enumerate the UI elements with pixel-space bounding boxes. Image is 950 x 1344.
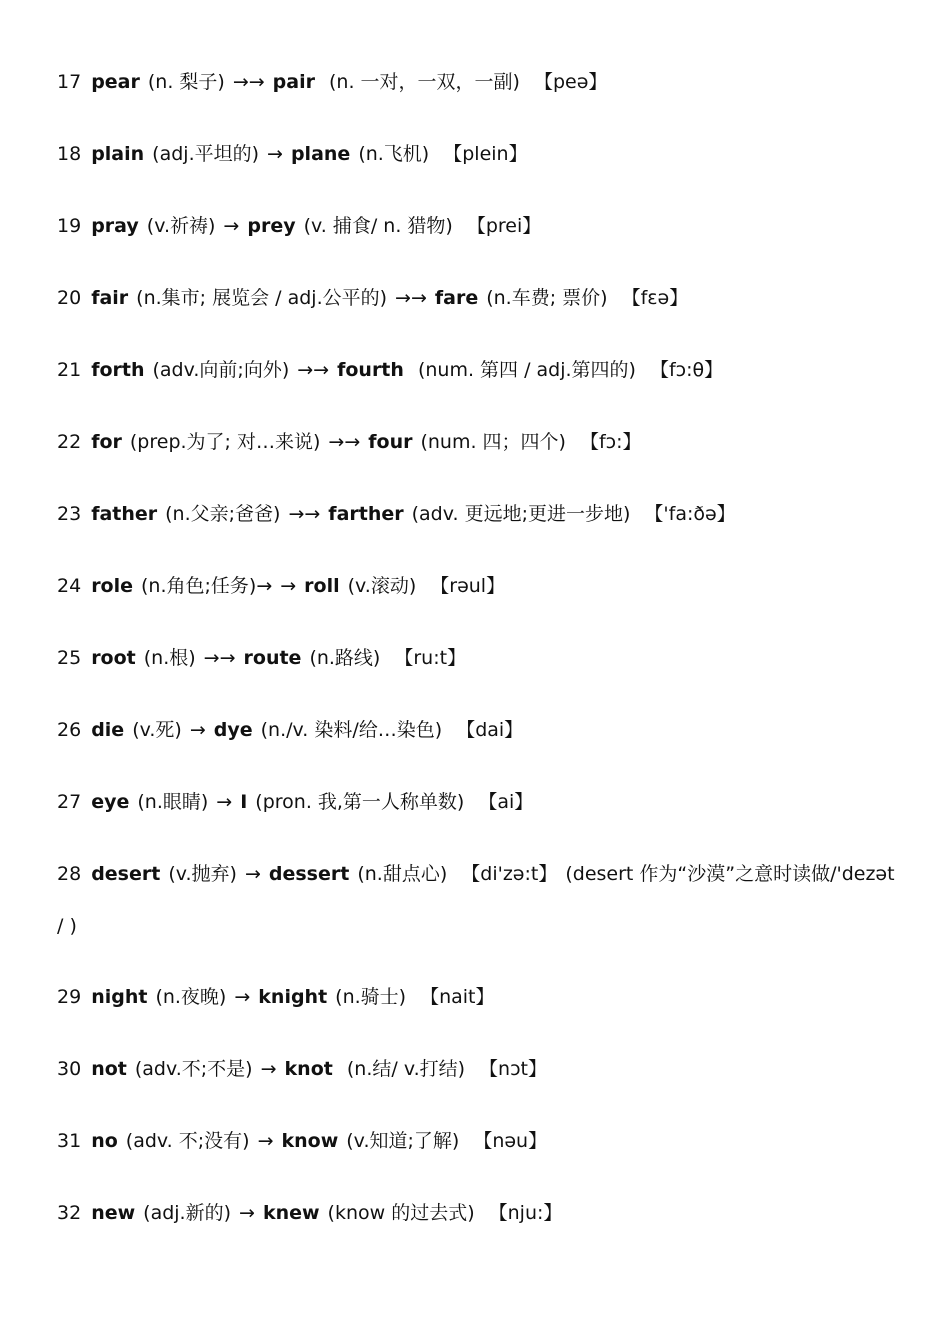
phonetic: 【nait】	[420, 986, 495, 1008]
word-homophone: I	[240, 791, 248, 813]
entry-20	[57, 272, 897, 324]
arrow-icon: →	[280, 575, 297, 597]
word-homophone: prey	[247, 215, 296, 237]
entry-number: 21	[57, 359, 82, 381]
entry-22	[57, 416, 897, 468]
phonetic: 【peə】	[533, 71, 608, 93]
arrow-icon: →→	[232, 71, 265, 93]
definition-primary: (n.集市; 展览会 / adj.公平的)	[136, 287, 388, 309]
arrow-icon: →	[244, 863, 261, 885]
entry-21	[57, 344, 897, 396]
definition-homophone: (adv. 更远地;更进一步地)	[411, 503, 631, 525]
entry-number: 22	[57, 431, 82, 453]
word-primary: pear	[91, 71, 140, 93]
definition-homophone: (n./v. 染料/给…染色)	[260, 719, 443, 741]
entry-number: 25	[57, 647, 82, 669]
definition-primary: (v.抛弃)	[168, 863, 237, 885]
entry-32	[57, 1187, 897, 1239]
word-homophone: know	[281, 1130, 339, 1152]
arrow-icon: →→	[203, 647, 236, 669]
word-homophone: pair	[272, 71, 315, 93]
word-primary: fair	[91, 287, 129, 309]
definition-homophone: (n.车费; 票价)	[486, 287, 608, 309]
definition-homophone: (num. 四；四个)	[420, 431, 566, 453]
definition-primary: (adj.新的)	[143, 1202, 232, 1224]
word-homophone: farther	[328, 503, 404, 525]
definition-homophone: (v. 捕食/ n. 猎物)	[303, 215, 453, 237]
phonetic: 【nɔt】	[479, 1058, 547, 1080]
phonetic: 【'fa:ðə】	[644, 503, 736, 525]
definition-homophone: (n.飞机)	[358, 143, 430, 165]
entry-18	[57, 128, 897, 180]
phonetic: 【prei】	[466, 215, 542, 237]
entry-number: 31	[57, 1130, 82, 1152]
entry-23	[57, 488, 897, 540]
definition-homophone: (n.骑士)	[335, 986, 407, 1008]
definition-primary: (n.眼睛)	[137, 791, 209, 813]
word-primary: role	[91, 575, 134, 597]
definition-primary: (adv.向前;向外)	[152, 359, 290, 381]
definition-primary: (adj.平坦的)	[152, 143, 260, 165]
entry-number: 27	[57, 791, 82, 813]
word-primary: father	[91, 503, 158, 525]
arrow-icon: →→	[288, 503, 321, 525]
definition-primary: (n.父亲;爸爸)	[165, 503, 281, 525]
definition-primary: (n.角色;任务)→	[141, 575, 273, 597]
phonetic: 【rəul】	[430, 575, 506, 597]
arrow-icon: →	[260, 1058, 277, 1080]
entry-number: 23	[57, 503, 82, 525]
word-primary: root	[91, 647, 136, 669]
word-homophone: knew	[262, 1202, 320, 1224]
entry-27	[57, 776, 897, 828]
word-homophone: plane	[290, 143, 351, 165]
word-homophone: dye	[213, 719, 253, 741]
arrow-icon: →→	[297, 359, 330, 381]
word-primary: eye	[91, 791, 130, 813]
word-primary: new	[91, 1202, 136, 1224]
word-homophone: knot	[284, 1058, 333, 1080]
definition-homophone: (know 的过去式)	[327, 1202, 475, 1224]
entry-31	[57, 1115, 897, 1167]
word-homophone: knight	[258, 986, 328, 1008]
phonetic: 【nəu】	[473, 1130, 548, 1152]
arrow-icon: →→	[395, 287, 427, 309]
definition-homophone: (num. 第四 / adj.第四的)	[411, 359, 636, 381]
phonetic: 【dai】	[456, 719, 524, 741]
arrow-icon: →→	[328, 431, 361, 453]
word-primary: not	[91, 1058, 127, 1080]
word-homophone: roll	[304, 575, 340, 597]
definition-primary: (prep.为了; 对…来说)	[129, 431, 321, 453]
entry-30	[57, 1043, 897, 1095]
arrow-icon: →	[223, 215, 240, 237]
usage-note: (desert 作为“沙漠”之意时读做/'dezət / )	[57, 863, 895, 937]
definition-primary: (n. 梨子)	[147, 71, 225, 93]
definition-primary: (v.死)	[132, 719, 182, 741]
definition-homophone: (n.路线)	[309, 647, 381, 669]
definition-homophone: (n.甜点心)	[357, 863, 448, 885]
arrow-icon: →	[234, 986, 251, 1008]
entry-number: 20	[57, 287, 82, 309]
word-homophone: dessert	[268, 863, 350, 885]
entry-24	[57, 560, 897, 612]
arrow-icon: →	[216, 791, 233, 813]
entry-17	[57, 56, 897, 108]
word-homophone: four	[368, 431, 413, 453]
word-primary: pray	[91, 215, 139, 237]
phonetic: 【fɔ:θ】	[649, 359, 724, 381]
entry-26	[57, 704, 897, 756]
entry-number: 24	[57, 575, 82, 597]
entry-number: 29	[57, 986, 82, 1008]
definition-primary: (v.祈祷)	[146, 215, 216, 237]
word-homophone: fare	[434, 287, 479, 309]
word-primary: forth	[91, 359, 145, 381]
definition-homophone: (v.滚动)	[347, 575, 417, 597]
definition-primary: (adv.不;不是)	[134, 1058, 253, 1080]
entry-28	[57, 848, 897, 952]
phonetic: 【ai】	[478, 791, 534, 813]
phonetic: 【fɛə】	[621, 287, 689, 309]
entry-number: 28	[57, 863, 82, 885]
definition-homophone: (n. 一对，一双，一副)	[322, 71, 520, 93]
word-primary: night	[91, 986, 148, 1008]
definition-primary: (n.根)	[143, 647, 196, 669]
entry-19	[57, 200, 897, 252]
entry-number: 17	[57, 71, 82, 93]
entry-number: 32	[57, 1202, 82, 1224]
entry-number: 18	[57, 143, 82, 165]
phonetic: 【nju:】	[488, 1202, 563, 1224]
word-primary: plain	[91, 143, 145, 165]
entry-25	[57, 632, 897, 684]
definition-homophone: (pron. 我,第一人称单数)	[255, 791, 465, 813]
phonetic: 【ru:t】	[394, 647, 467, 669]
arrow-icon: →	[267, 143, 283, 165]
phonetic: 【di'zə:t】	[461, 863, 558, 885]
word-homophone: fourth	[337, 359, 404, 381]
definition-homophone: (n.结/ v.打结)	[340, 1058, 466, 1080]
arrow-icon: →	[257, 1130, 274, 1152]
word-primary: for	[91, 431, 122, 453]
word-primary: desert	[91, 863, 161, 885]
arrow-icon: →	[239, 1202, 255, 1224]
phonetic: 【plein】	[443, 143, 528, 165]
definition-primary: (adv. 不;没有)	[125, 1130, 250, 1152]
arrow-icon: →	[189, 719, 206, 741]
word-homophone: route	[243, 647, 302, 669]
definition-primary: (n.夜晚)	[155, 986, 227, 1008]
entry-number: 26	[57, 719, 82, 741]
definition-homophone: (v.知道;了解)	[346, 1130, 460, 1152]
entry-number: 30	[57, 1058, 82, 1080]
phonetic: 【fɔ:】	[579, 431, 642, 453]
entry-29	[57, 971, 897, 1023]
word-primary: no	[91, 1130, 118, 1152]
word-primary: die	[91, 719, 125, 741]
entry-number: 19	[57, 215, 82, 237]
